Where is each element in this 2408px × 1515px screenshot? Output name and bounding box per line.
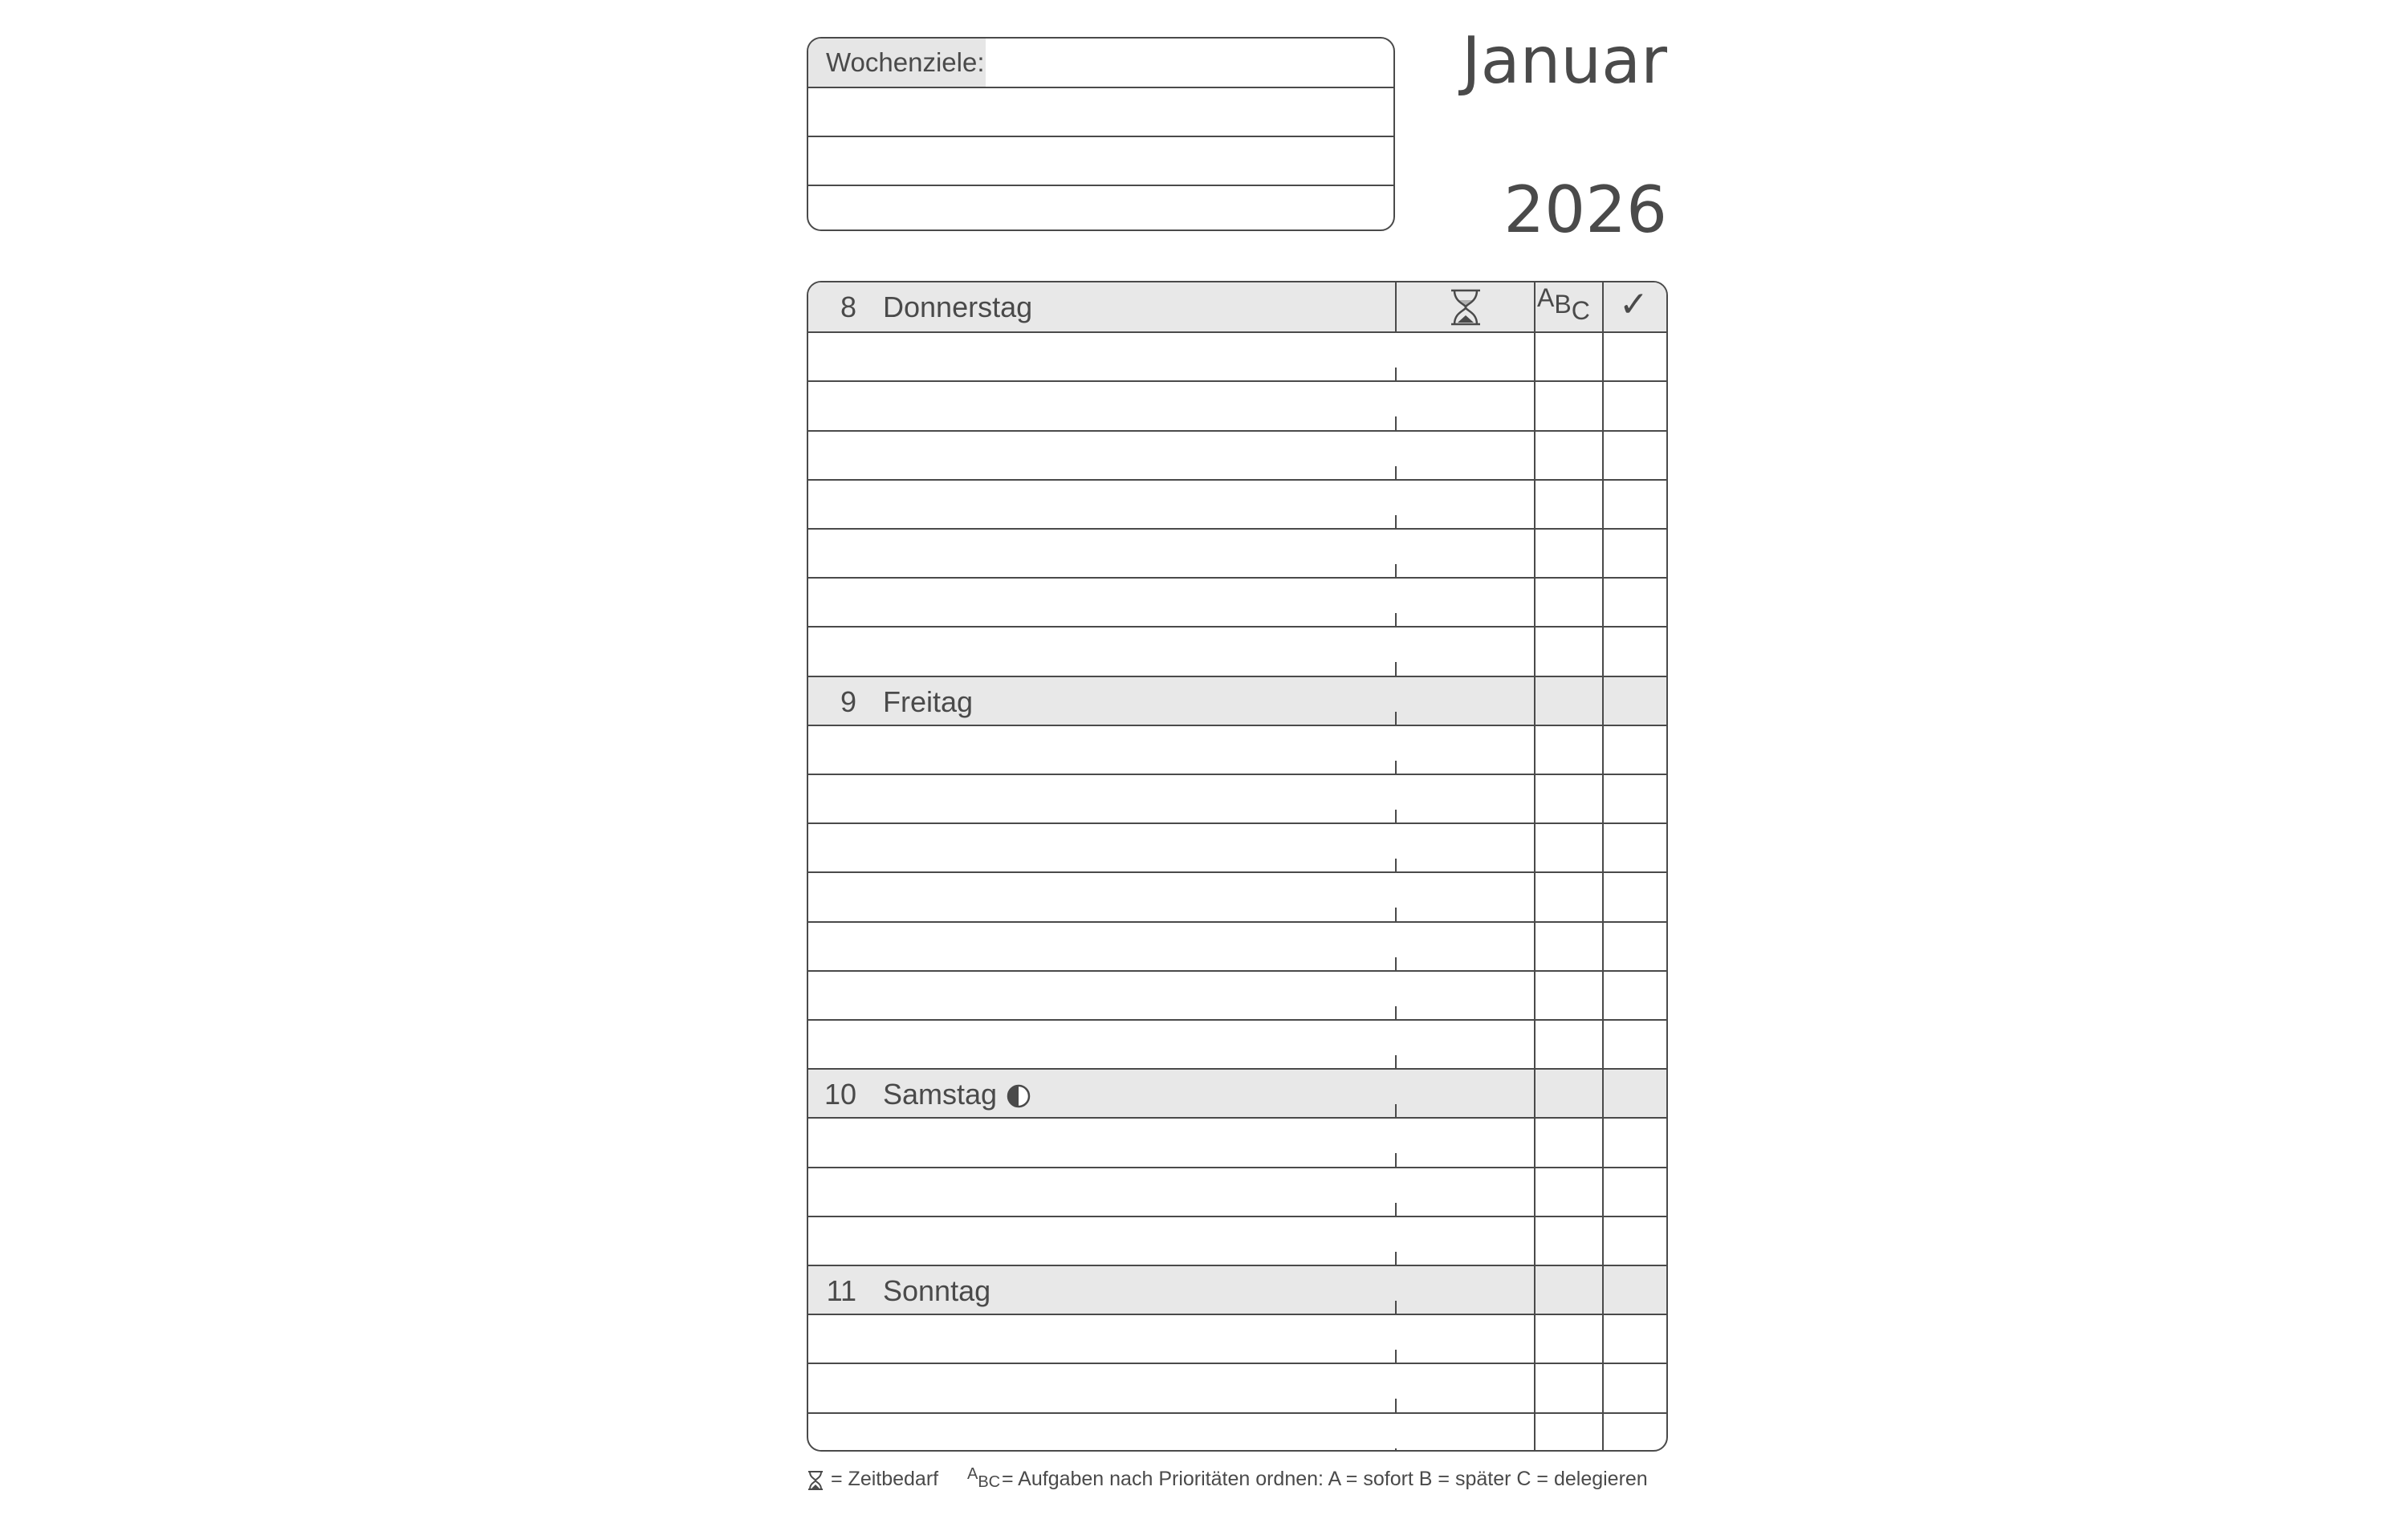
done-column-divider [1602, 282, 1604, 1450]
task-row[interactable] [808, 1412, 1666, 1452]
priority-abc-icon [1537, 283, 1590, 325]
task-row[interactable] [808, 970, 1666, 1021]
month-title: Januar [1462, 23, 1667, 98]
day-header-row [808, 676, 1666, 726]
legend-abc-icon [967, 1460, 1001, 1491]
task-row[interactable] [808, 1314, 1666, 1364]
task-row[interactable] [808, 577, 1666, 628]
legend-abc-bc: BC [978, 1473, 1001, 1491]
day-name: Sonntag [883, 1274, 991, 1307]
task-row[interactable] [808, 430, 1666, 481]
goals-line[interactable] [808, 87, 1393, 88]
task-row[interactable] [808, 921, 1666, 972]
legend-time-text: = Zeitbedarf [831, 1468, 939, 1490]
priority-column-divider [1534, 282, 1536, 1450]
hourglass-icon [807, 1470, 824, 1497]
goals-line[interactable] [808, 136, 1393, 137]
hourglass-icon [1449, 289, 1483, 330]
time-divider-tick [1395, 1448, 1397, 1452]
day-header-row [808, 1265, 1666, 1315]
task-row[interactable] [808, 1019, 1666, 1070]
task-row[interactable] [808, 380, 1666, 431]
day-name: Donnerstag [883, 290, 1033, 323]
priority-a: A [1537, 283, 1555, 312]
priority-c: C [1571, 296, 1590, 325]
task-row[interactable] [808, 626, 1666, 676]
legend-abc-a: A [967, 1465, 978, 1483]
checkmark-icon: ✓ [1619, 284, 1649, 325]
year-title: 2026 [1503, 173, 1667, 247]
day-header-row [808, 282, 1666, 331]
task-row[interactable] [808, 1117, 1666, 1168]
task-row[interactable] [808, 822, 1666, 873]
day-number: 11 [826, 1274, 856, 1307]
day-number: 10 [824, 1078, 856, 1111]
task-row[interactable] [808, 479, 1666, 530]
legend-priority-text: = Aufgaben nach Prioritäten ordnen: A = sofort B = später C = delegieren [1002, 1468, 1648, 1490]
goals-line[interactable] [808, 185, 1393, 186]
day-name: Freitag [883, 684, 974, 718]
task-row[interactable] [808, 331, 1666, 382]
task-row[interactable] [808, 871, 1666, 922]
task-row[interactable] [808, 1216, 1666, 1266]
legend [807, 1465, 1668, 1493]
day-name: Samstag [883, 1078, 998, 1111]
day-number: 9 [840, 684, 856, 718]
task-row[interactable] [808, 528, 1666, 579]
task-row[interactable] [808, 774, 1666, 824]
day-planner-table [807, 281, 1668, 1452]
day-number: 8 [840, 290, 856, 323]
time-column-divider [1395, 282, 1397, 331]
task-row[interactable] [808, 725, 1666, 775]
task-row[interactable] [808, 1167, 1666, 1217]
day-header-row [808, 1068, 1666, 1119]
weekly-goals-box [807, 37, 1395, 231]
priority-b: B [1554, 290, 1572, 319]
first-quarter-moon-icon [1007, 1084, 1031, 1112]
task-row[interactable] [808, 1363, 1666, 1413]
weekly-goals-label: Wochenziele: [808, 39, 986, 87]
